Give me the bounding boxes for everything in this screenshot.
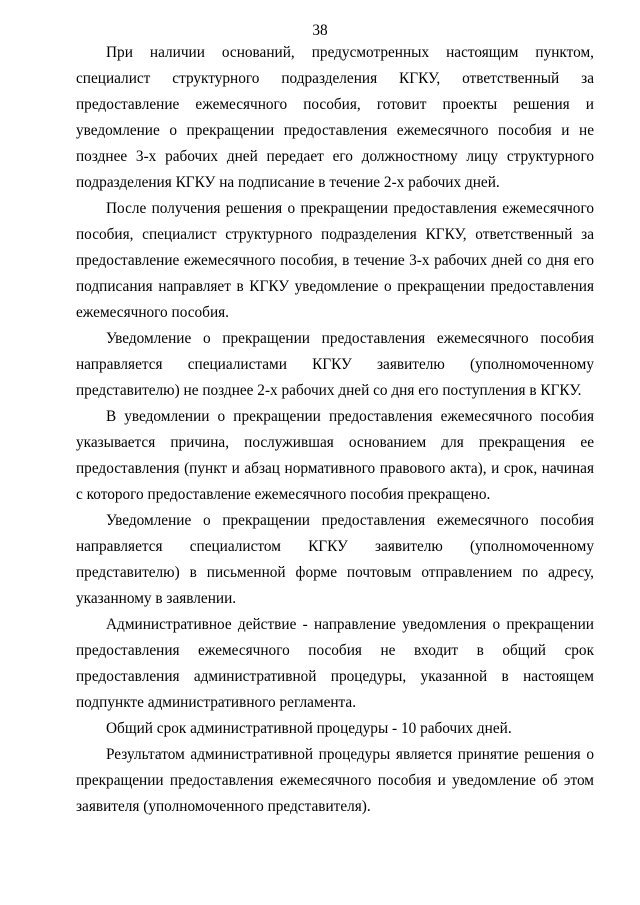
paragraph-5: Уведомление о прекращении предоставления ежемесячного пособия направляется специалистом КГКУ заявителю (уполномоченному представителю) в письменной форме почтовым отправлением по адресу, указанному в заявлении.: [76, 512, 594, 607]
paragraph-3: Уведомление о прекращении предоставления ежемесячного пособия направляется специалистами КГКУ заявителю (уполномоченному представителю) не позднее 2-х рабочих дней со дня его поступления в КГКУ.: [76, 330, 594, 399]
page-number: 38: [312, 22, 328, 39]
paragraph-2: После получения решения о прекращении предоставления ежемесячного пособия, специалист структурного подразделения КГКУ, ответственный за предоставление ежемесячного пособия, в течение 3-х рабочих дней со дня его подписания направляет в КГКУ уведомление о прекращении предоставления ежемесячного пособия.: [76, 200, 594, 321]
document-body: [76, 40, 594, 820]
paragraph-8: Результатом административной процедуры является принятие решения о прекращении предоставления ежемесячного пособия и уведомление об этом заявителя (уполномоченного представителя).: [76, 746, 594, 815]
paragraph-6: Административное действие - направление уведомления о прекращении предоставления ежемесячного пособия не входит в общий срок предоставления административной процедуры, указанной в настоящем подпункте административного регламента.: [76, 616, 594, 711]
paragraph-7: Общий срок административной процедуры - 10 рабочих дней.: [106, 720, 512, 737]
paragraph-4: В уведомлении о прекращении предоставления ежемесячного пособия указывается причина, послужившая основанием для прекращения ее предоставления (пункт и абзац нормативного правового акта), и срок, начиная с которого предоставление ежемесячного пособия прекращено.: [76, 408, 594, 503]
paragraph-1: При наличии оснований, предусмотренных настоящим пунктом, специалист структурного подразделения КГКУ, ответственный за предоставление ежемесячного пособия, готовит проекты решения и уведомление о прекращении предоставления ежемесячного пособия и не позднее 3-х рабочих дней передает его должностному лицу структурного подразделения КГКУ на подписание в течение 2-х рабочих дней.: [76, 44, 594, 191]
